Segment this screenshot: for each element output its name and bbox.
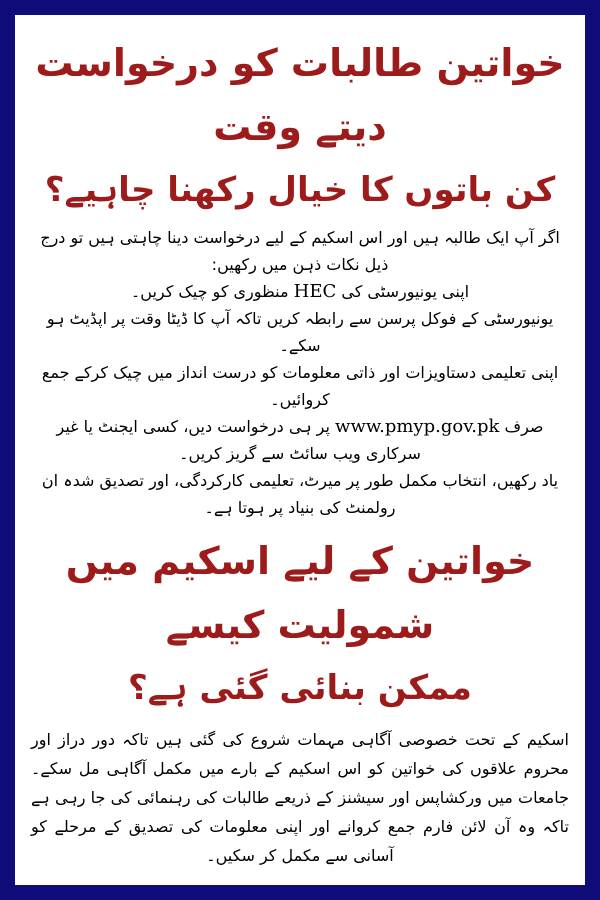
tip-text: اپنی یونیورسٹی کی: [341, 282, 470, 301]
section-application-tips: [31, 31, 569, 521]
tip-item-official-website: [31, 413, 569, 467]
tip-item-documents: اپنی تعلیمی دستاویزات اور ذاتی معلومات کو درست انداز میں چیک کرکے جمع کروائیں۔: [41, 363, 559, 409]
section-heading-line-2: ممکن بنائی گئی ہے؟: [128, 668, 472, 708]
section-women-inclusion: [31, 529, 569, 870]
section-heading-line-2: کن باتوں کا خیال رکھنا چاہیے؟: [44, 170, 556, 210]
tip-item-merit: یاد رکھیں، انتخاب مکمل طور پر میرٹ، تعلیمی کارکردگی، اور تصدیق شدہ ان رولمنٹ کی بنیاد پر ہوتا ہے۔: [41, 471, 559, 517]
article-card: [15, 15, 585, 885]
section-heading-line-1: خواتین طالبات کو درخواست دیتے وقت: [35, 41, 565, 149]
tip-text: پر ہی درخواست دیں، کسی ایجنٹ یا غیر سرکاری ویب سائٹ سے گریز کریں۔: [56, 417, 421, 463]
tip-text: منظوری کو چیک کریں۔: [130, 282, 289, 301]
tip-text: صرف: [504, 417, 544, 436]
inclusion-paragraph: اسکیم کے تحت خصوصی آگاہی مہمات شروع کی گئی ہیں تاکہ دور دراز اور محروم علاقوں کی خواتین کو اس اسکیم کے بارے میں مکمل آگاہی مل سکے۔ جامعات میں ورکشاپس اور سیشنز کے ذریعے طالبات کی رہنمائی کی جا رہی ہے تاکہ وہ آن لائن فارم جمع کروانے اور اپنی معلومات کی تصدیق کے مرحلے کو آسانی سے مکمل کر سکیں۔: [31, 730, 569, 865]
intro-paragraph: اگر آپ ایک طالبہ ہیں اور اس اسکیم کے لیے درخواست دینا چاہتی ہیں تو درج ذیل نکات ذہن میں رکھیں:: [40, 228, 560, 274]
tip-item-hec: [31, 278, 569, 305]
hec-acronym: HEC: [293, 281, 337, 302]
tip-item-focal-person: یونیورسٹی کے فوکل پرسن سے رابطہ کریں تاکہ آپ کا ڈیٹا وقت پر اپڈیٹ ہو سکے۔: [46, 309, 554, 355]
website-url: www.pmyp.gov.pk: [335, 416, 500, 437]
section-heading-line-1: خواتین کے لیے اسکیم میں شمولیت کیسے: [65, 539, 535, 647]
